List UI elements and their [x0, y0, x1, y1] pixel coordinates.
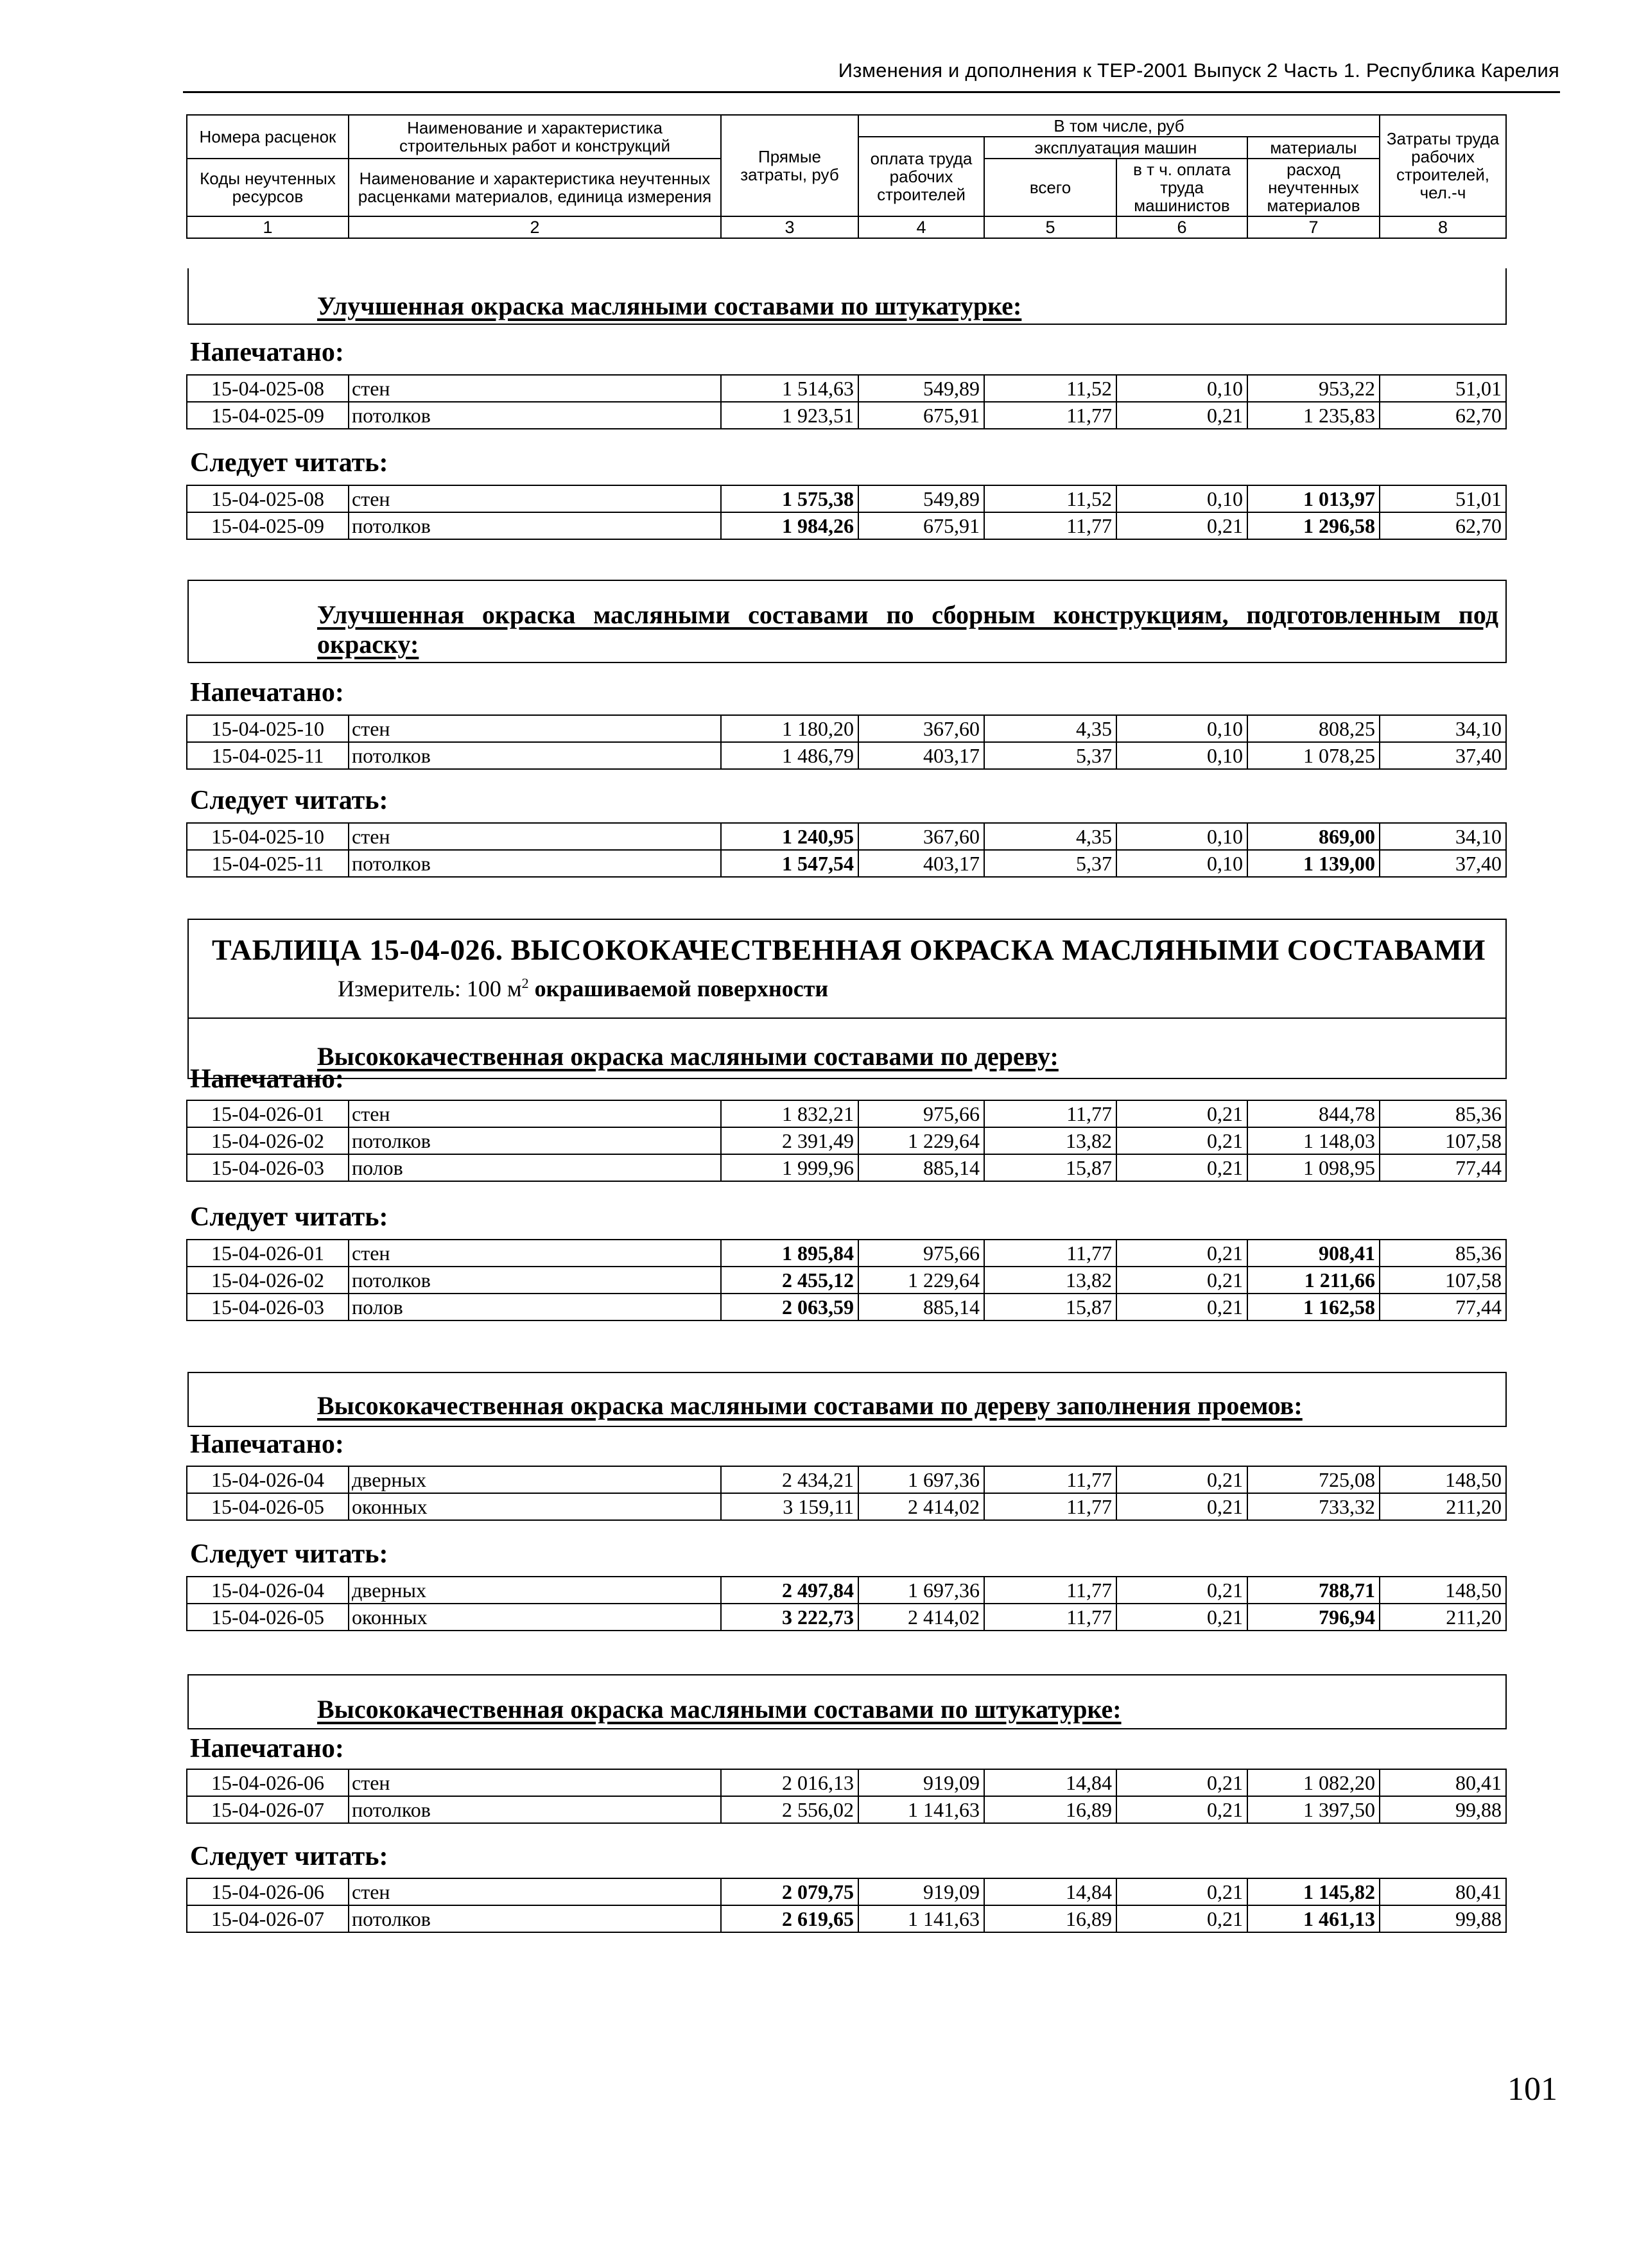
rate-name: дверных [349, 1577, 721, 1604]
hdr-materials-unaccounted: расход неучтенных материалов [1247, 159, 1380, 216]
operators-pay: 0,21 [1116, 1154, 1247, 1181]
table-row [187, 1577, 1506, 1604]
rates-table [186, 714, 1507, 770]
hdr-work-name: Наименование и характеристика строительных работ и конструкций [349, 115, 721, 159]
table-026-title: ТАБЛИЦА 15-04-026. ВЫСОКОКАЧЕСТВЕННАЯ ОКРАСКА МАСЛЯНЫМИ СОСТАВАМИ [212, 933, 1486, 966]
machine-total: 16,89 [984, 1796, 1116, 1823]
direct-costs: 2 497,84 [721, 1577, 858, 1604]
machine-total: 11,77 [984, 1240, 1116, 1267]
measure-suffix: окрашиваемой поверхности [528, 976, 829, 1001]
labor-hours: 211,20 [1380, 1493, 1506, 1520]
materials-cost: 908,41 [1247, 1240, 1380, 1267]
section-2-title-box [187, 580, 1507, 663]
operators-pay: 0,21 [1116, 1577, 1247, 1604]
rate-code: 15-04-025-08 [187, 485, 349, 512]
direct-costs: 3 222,73 [721, 1604, 858, 1631]
labor-hours: 99,88 [1380, 1796, 1506, 1823]
header-rule [183, 91, 1560, 93]
materials-cost: 725,08 [1247, 1466, 1380, 1493]
section-4-printed-label: Напечатано: [190, 1430, 344, 1459]
rate-name: полов [349, 1294, 721, 1320]
operators-pay: 0,21 [1116, 1466, 1247, 1493]
hdr-num-2: 2 [349, 216, 721, 238]
machine-total: 5,37 [984, 742, 1116, 769]
direct-costs: 1 984,26 [721, 512, 858, 539]
direct-costs: 1 575,38 [721, 485, 858, 512]
section-5-title: Высококачественная окраска масляными составами по штукатурке: [317, 1695, 1122, 1724]
rates-table [186, 1239, 1507, 1321]
section-5-printed-table [186, 1769, 1507, 1824]
table-row [187, 1267, 1506, 1294]
column-header-block [186, 114, 1507, 239]
hdr-operators-pay: в т ч. оплата труда машинистов [1116, 159, 1247, 216]
rate-name: стен [349, 1769, 721, 1796]
labor-pay: 975,66 [858, 1240, 984, 1267]
hdr-num-7: 7 [1247, 216, 1380, 238]
rate-name: потолков [349, 742, 721, 769]
page-number: 101 [1507, 2071, 1557, 2108]
section-1-title: Улучшенная окраска масляными составами по штукатурке: [317, 291, 1022, 320]
materials-cost: 1 013,97 [1247, 485, 1380, 512]
section-1-should-read-label: Следует читать: [190, 448, 388, 478]
table-row [187, 1154, 1506, 1181]
machine-total: 11,52 [984, 485, 1116, 512]
rate-code: 15-04-026-06 [187, 1769, 349, 1796]
direct-costs: 3 159,11 [721, 1493, 858, 1520]
labor-pay: 675,91 [858, 512, 984, 539]
direct-costs: 1 514,63 [721, 375, 858, 402]
table-row [187, 850, 1506, 877]
rate-code: 15-04-026-07 [187, 1905, 349, 1932]
materials-cost: 1 139,00 [1247, 850, 1380, 877]
machine-total: 4,35 [984, 715, 1116, 742]
direct-costs: 1 547,54 [721, 850, 858, 877]
labor-pay: 1 229,64 [858, 1127, 984, 1154]
section-2-should-read-table [186, 822, 1507, 878]
hdr-num-3: 3 [721, 216, 858, 238]
rate-name: стен [349, 715, 721, 742]
table-026-measure [338, 975, 828, 1002]
operators-pay: 0,10 [1116, 742, 1247, 769]
table-row [187, 1604, 1506, 1631]
operators-pay: 0,21 [1116, 1267, 1247, 1294]
table-row [187, 1466, 1506, 1493]
labor-hours: 77,44 [1380, 1294, 1506, 1320]
labor-hours: 80,41 [1380, 1769, 1506, 1796]
labor-hours: 62,70 [1380, 402, 1506, 429]
labor-hours: 80,41 [1380, 1878, 1506, 1905]
rate-code: 15-04-025-11 [187, 742, 349, 769]
rates-table [186, 485, 1507, 540]
rates-table [186, 1100, 1507, 1182]
labor-hours: 37,40 [1380, 850, 1506, 877]
labor-pay: 1 697,36 [858, 1577, 984, 1604]
machine-total: 4,35 [984, 823, 1116, 850]
hdr-labor-pay: оплата труда рабочих строителей [858, 137, 984, 216]
rate-code: 15-04-026-03 [187, 1294, 349, 1320]
table-row [187, 512, 1506, 539]
rate-code: 15-04-026-05 [187, 1493, 349, 1520]
labor-hours: 34,10 [1380, 823, 1506, 850]
labor-pay: 1 229,64 [858, 1267, 984, 1294]
section-4-should-read-table [186, 1576, 1507, 1631]
machine-total: 13,82 [984, 1267, 1116, 1294]
machine-total: 14,84 [984, 1878, 1116, 1905]
operators-pay: 0,10 [1116, 823, 1247, 850]
operators-pay: 0,10 [1116, 485, 1247, 512]
section-3-printed-table [186, 1100, 1507, 1182]
section-1-title-box [187, 268, 1507, 325]
hdr-num-8: 8 [1380, 216, 1506, 238]
rate-code: 15-04-025-09 [187, 512, 349, 539]
operators-pay: 0,21 [1116, 1100, 1247, 1127]
labor-pay: 367,60 [858, 823, 984, 850]
machine-total: 11,77 [984, 402, 1116, 429]
labor-hours: 107,58 [1380, 1127, 1506, 1154]
labor-hours: 85,36 [1380, 1100, 1506, 1127]
measure-prefix: Измеритель: 100 м [338, 976, 522, 1001]
hdr-machine-total: всего [984, 159, 1116, 216]
table-row [187, 1796, 1506, 1823]
rate-code: 15-04-026-03 [187, 1154, 349, 1181]
operators-pay: 0,10 [1116, 715, 1247, 742]
table-026-divider [189, 1017, 1505, 1019]
machine-total: 11,77 [984, 1493, 1116, 1520]
section-2-printed-table [186, 714, 1507, 770]
machine-total: 11,77 [984, 1100, 1116, 1127]
section-4-title: Высококачественная окраска масляными составами по дереву заполнения проемов: [317, 1391, 1303, 1420]
hdr-num-4: 4 [858, 216, 984, 238]
direct-costs: 1 240,95 [721, 823, 858, 850]
rate-name: оконных [349, 1493, 721, 1520]
operators-pay: 0,21 [1116, 1769, 1247, 1796]
machine-total: 13,82 [984, 1127, 1116, 1154]
labor-pay: 549,89 [858, 485, 984, 512]
hdr-resource-name: Наименование и характеристика неучтенных расценками материалов, единица измерения [349, 159, 721, 216]
rate-code: 15-04-026-05 [187, 1604, 349, 1631]
labor-pay: 675,91 [858, 402, 984, 429]
operators-pay: 0,21 [1116, 512, 1247, 539]
labor-hours: 211,20 [1380, 1604, 1506, 1631]
materials-cost: 1 082,20 [1247, 1769, 1380, 1796]
operators-pay: 0,21 [1116, 1604, 1247, 1631]
direct-costs: 2 434,21 [721, 1466, 858, 1493]
labor-pay: 403,17 [858, 850, 984, 877]
rate-code: 15-04-025-10 [187, 715, 349, 742]
rate-code: 15-04-026-06 [187, 1878, 349, 1905]
rate-code: 15-04-026-04 [187, 1577, 349, 1604]
section-5-title-box [187, 1674, 1507, 1729]
rate-name: потолков [349, 1127, 721, 1154]
rate-name: потолков [349, 1796, 721, 1823]
table-026-title-box [187, 919, 1507, 1079]
labor-hours: 99,88 [1380, 1905, 1506, 1932]
machine-total: 11,77 [984, 1604, 1116, 1631]
direct-costs: 2 391,49 [721, 1127, 858, 1154]
labor-hours: 37,40 [1380, 742, 1506, 769]
table-row [187, 715, 1506, 742]
labor-hours: 148,50 [1380, 1577, 1506, 1604]
section-3-title: Высококачественная окраска масляными составами по дереву: [317, 1042, 1059, 1071]
table-row [187, 1294, 1506, 1320]
section-5-should-read-table [186, 1878, 1507, 1933]
table-row [187, 742, 1506, 769]
hdr-machine-operation: эксплуатация машин [984, 137, 1247, 159]
direct-costs: 1 832,21 [721, 1100, 858, 1127]
labor-pay: 919,09 [858, 1769, 984, 1796]
materials-cost: 733,32 [1247, 1493, 1380, 1520]
operators-pay: 0,21 [1116, 1796, 1247, 1823]
labor-pay: 885,14 [858, 1294, 984, 1320]
section-3-printed-label: Напечатано: [190, 1064, 344, 1094]
labor-pay: 1 697,36 [858, 1466, 984, 1493]
machine-total: 14,84 [984, 1769, 1116, 1796]
hdr-num-5: 5 [984, 216, 1116, 238]
rate-name: стен [349, 1878, 721, 1905]
materials-cost: 1 397,50 [1247, 1796, 1380, 1823]
table-row [187, 1240, 1506, 1267]
direct-costs: 1 923,51 [721, 402, 858, 429]
labor-hours: 77,44 [1380, 1154, 1506, 1181]
operators-pay: 0,10 [1116, 850, 1247, 877]
hdr-materials: материалы [1247, 137, 1380, 159]
operators-pay: 0,21 [1116, 1240, 1247, 1267]
rates-table [186, 1576, 1507, 1631]
rate-name: стен [349, 485, 721, 512]
rate-name: стен [349, 823, 721, 850]
machine-total: 16,89 [984, 1905, 1116, 1932]
hdr-including: В том числе, руб [858, 115, 1380, 137]
rate-name: стен [349, 1240, 721, 1267]
rate-code: 15-04-025-10 [187, 823, 349, 850]
section-1-printed-table [186, 374, 1507, 429]
operators-pay: 0,21 [1116, 1127, 1247, 1154]
machine-total: 11,52 [984, 375, 1116, 402]
direct-costs: 2 619,65 [721, 1905, 858, 1932]
materials-cost: 1 078,25 [1247, 742, 1380, 769]
direct-costs: 2 079,75 [721, 1878, 858, 1905]
materials-cost: 1 145,82 [1247, 1878, 1380, 1905]
rate-name: потолков [349, 512, 721, 539]
rates-table [186, 1769, 1507, 1824]
labor-pay: 2 414,02 [858, 1493, 984, 1520]
machine-total: 11,77 [984, 512, 1116, 539]
rate-code: 15-04-026-02 [187, 1127, 349, 1154]
rate-code: 15-04-026-01 [187, 1240, 349, 1267]
labor-pay: 1 141,63 [858, 1796, 984, 1823]
column-header-table [186, 114, 1507, 239]
rate-code: 15-04-025-11 [187, 850, 349, 877]
hdr-direct-costs: Прямые затраты, руб [721, 115, 858, 216]
table-row [187, 1127, 1506, 1154]
hdr-labor-costs: Затраты труда рабочих строителей, чел.-ч [1380, 115, 1506, 216]
labor-hours: 62,70 [1380, 512, 1506, 539]
section-1-should-read-table [186, 485, 1507, 540]
table-row [187, 1100, 1506, 1127]
direct-costs: 2 016,13 [721, 1769, 858, 1796]
materials-cost: 1 148,03 [1247, 1127, 1380, 1154]
machine-total: 11,77 [984, 1577, 1116, 1604]
materials-cost: 869,00 [1247, 823, 1380, 850]
materials-cost: 844,78 [1247, 1100, 1380, 1127]
materials-cost: 953,22 [1247, 375, 1380, 402]
labor-pay: 975,66 [858, 1100, 984, 1127]
labor-pay: 2 414,02 [858, 1604, 984, 1631]
machine-total: 5,37 [984, 850, 1116, 877]
direct-costs: 1 180,20 [721, 715, 858, 742]
table-row [187, 375, 1506, 402]
section-5-should-read-label: Следует читать: [190, 1842, 388, 1871]
labor-hours: 34,10 [1380, 715, 1506, 742]
direct-costs: 1 895,84 [721, 1240, 858, 1267]
section-3-should-read-table [186, 1239, 1507, 1321]
operators-pay: 0,21 [1116, 1294, 1247, 1320]
operators-pay: 0,21 [1116, 402, 1247, 429]
section-2-printed-label: Напечатано: [190, 678, 344, 707]
labor-pay: 919,09 [858, 1878, 984, 1905]
direct-costs: 1 999,96 [721, 1154, 858, 1181]
direct-costs: 2 455,12 [721, 1267, 858, 1294]
section-1-printed-label: Напечатано: [190, 338, 344, 367]
rate-name: стен [349, 1100, 721, 1127]
measure-exponent: 2 [521, 975, 529, 991]
table-row [187, 823, 1506, 850]
materials-cost: 1 211,66 [1247, 1267, 1380, 1294]
table-row [187, 1905, 1506, 1932]
operators-pay: 0,21 [1116, 1493, 1247, 1520]
rate-code: 15-04-026-07 [187, 1796, 349, 1823]
labor-pay: 367,60 [858, 715, 984, 742]
operators-pay: 0,21 [1116, 1878, 1247, 1905]
labor-hours: 51,01 [1380, 375, 1506, 402]
labor-pay: 1 141,63 [858, 1905, 984, 1932]
table-row [187, 402, 1506, 429]
labor-hours: 85,36 [1380, 1240, 1506, 1267]
labor-hours: 148,50 [1380, 1466, 1506, 1493]
direct-costs: 2 063,59 [721, 1294, 858, 1320]
section-3-should-read-label: Следует читать: [190, 1202, 388, 1232]
section-2-should-read-label: Следует читать: [190, 786, 388, 815]
materials-cost: 1 098,95 [1247, 1154, 1380, 1181]
materials-cost: 796,94 [1247, 1604, 1380, 1631]
rates-table [186, 822, 1507, 878]
rate-name: потолков [349, 850, 721, 877]
rate-code: 15-04-026-01 [187, 1100, 349, 1127]
table-row [187, 1878, 1506, 1905]
labor-pay: 549,89 [858, 375, 984, 402]
table-row [187, 1769, 1506, 1796]
rate-name: полов [349, 1154, 721, 1181]
rate-name: дверных [349, 1466, 721, 1493]
materials-cost: 788,71 [1247, 1577, 1380, 1604]
materials-cost: 1 296,58 [1247, 512, 1380, 539]
rates-table [186, 374, 1507, 429]
hdr-resource-codes: Коды неучтенных ресурсов [187, 159, 349, 216]
rates-table [186, 1878, 1507, 1933]
rate-code: 15-04-025-08 [187, 375, 349, 402]
rate-name: стен [349, 375, 721, 402]
rate-name: потолков [349, 1905, 721, 1932]
direct-costs: 1 486,79 [721, 742, 858, 769]
section-4-should-read-label: Следует читать: [190, 1539, 388, 1569]
labor-pay: 885,14 [858, 1154, 984, 1181]
rate-code: 15-04-026-02 [187, 1267, 349, 1294]
section-4-printed-table [186, 1466, 1507, 1521]
hdr-rate-number: Номера расценок [187, 115, 349, 159]
labor-hours: 107,58 [1380, 1267, 1506, 1294]
hdr-num-6: 6 [1116, 216, 1247, 238]
machine-total: 15,87 [984, 1294, 1116, 1320]
direct-costs: 2 556,02 [721, 1796, 858, 1823]
materials-cost: 808,25 [1247, 715, 1380, 742]
rates-table [186, 1466, 1507, 1521]
section-5-printed-label: Напечатано: [190, 1734, 344, 1763]
rate-name: оконных [349, 1604, 721, 1631]
operators-pay: 0,10 [1116, 375, 1247, 402]
rate-code: 15-04-026-04 [187, 1466, 349, 1493]
materials-cost: 1 461,13 [1247, 1905, 1380, 1932]
rate-name: потолков [349, 1267, 721, 1294]
rate-code: 15-04-025-09 [187, 402, 349, 429]
table-row [187, 1493, 1506, 1520]
section-4-title-box [187, 1372, 1507, 1427]
rate-name: потолков [349, 402, 721, 429]
machine-total: 15,87 [984, 1154, 1116, 1181]
labor-pay: 403,17 [858, 742, 984, 769]
table-row [187, 485, 1506, 512]
machine-total: 11,77 [984, 1466, 1116, 1493]
running-title: Изменения и дополнения к ТЕР-2001 Выпуск 2 Часть 1. Республика Карелия [838, 59, 1559, 82]
labor-hours: 51,01 [1380, 485, 1506, 512]
materials-cost: 1 235,83 [1247, 402, 1380, 429]
hdr-num-1: 1 [187, 216, 349, 238]
section-2-title: Улучшенная окраска масляными составами по сборным конструкциям, подготовленным под окраску: [317, 600, 1498, 659]
materials-cost: 1 162,58 [1247, 1294, 1380, 1320]
operators-pay: 0,21 [1116, 1905, 1247, 1932]
